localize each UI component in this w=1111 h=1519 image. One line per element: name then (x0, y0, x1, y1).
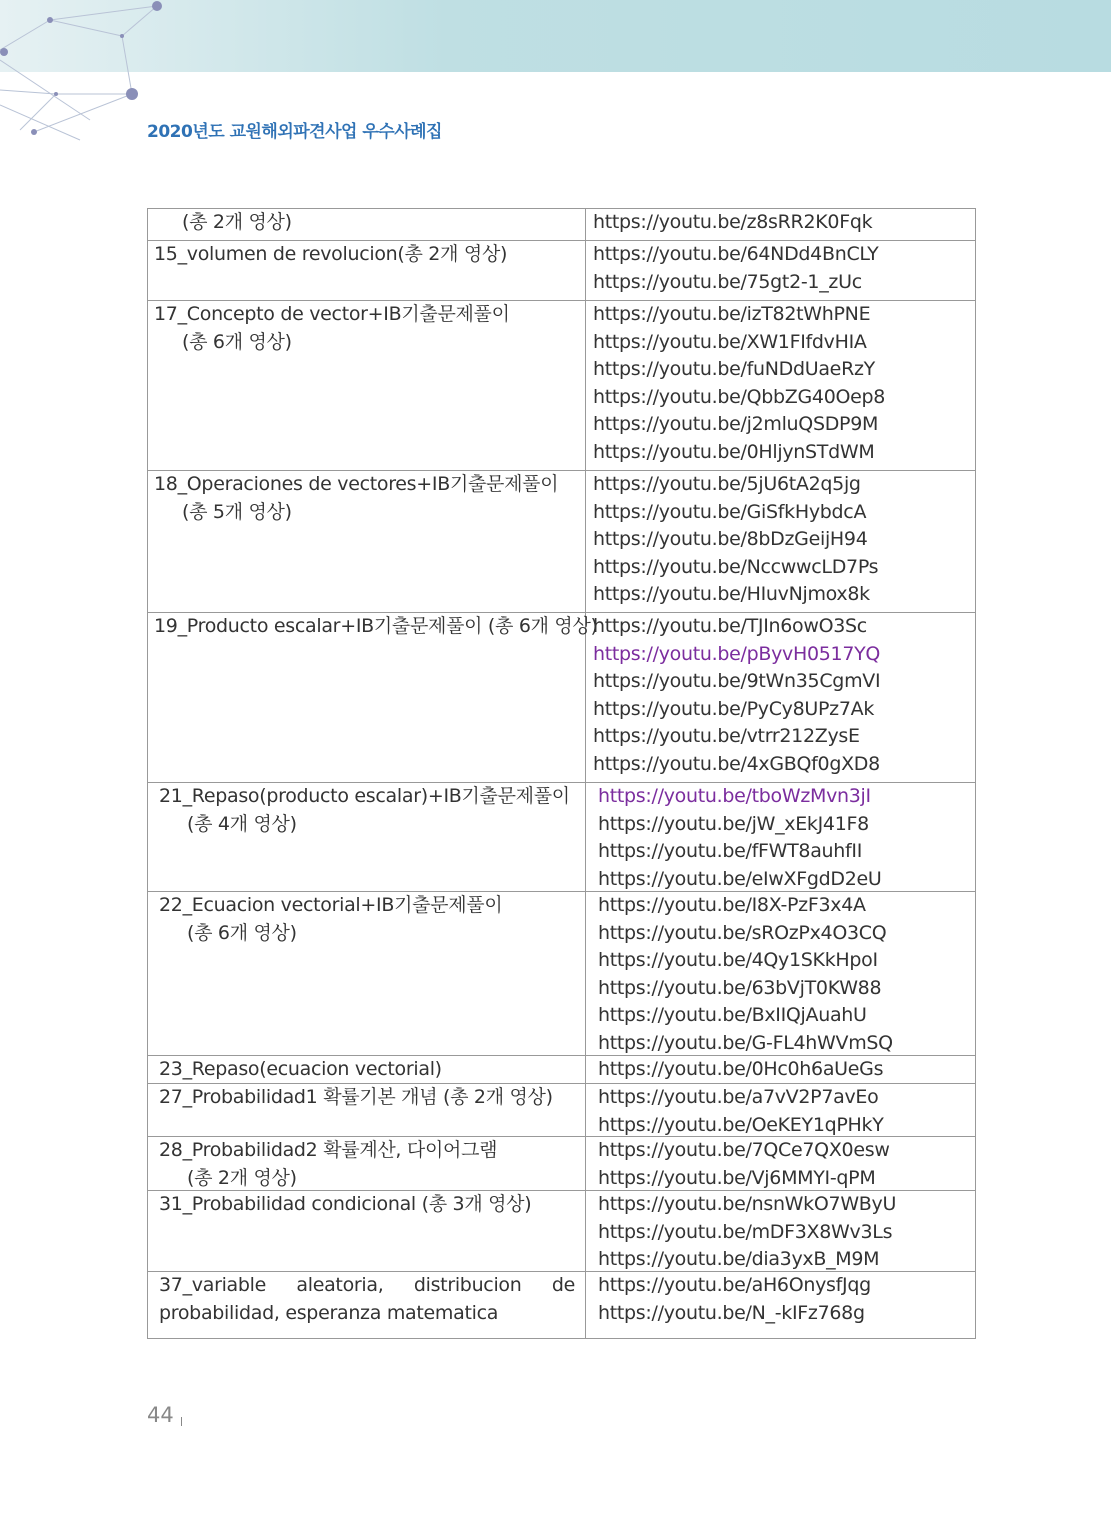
youtube-link[interactable]: https://youtu.be/eIwXFgdD2eU (598, 867, 882, 890)
youtube-link[interactable]: https://youtu.be/dia3yxB_M9M (598, 1248, 880, 1271)
topic-text: 18_Operaciones de vectores+IB기출문제풀이 (154, 473, 559, 495)
topic-cell (148, 783, 586, 892)
topic-text: 22_Ecuacion vectorial+IB기출문제풀이 (159, 894, 503, 916)
topic-text: (총 4개 영상) (187, 812, 297, 835)
youtube-link[interactable]: https://youtu.be/nsnWkO7WByU (598, 1193, 897, 1215)
links-cell (587, 1137, 975, 1192)
youtube-link[interactable]: https://youtu.be/G-FL4hWVmSQ (598, 1031, 893, 1054)
youtube-link[interactable]: https://youtu.be/aH6OnysfJqg (598, 1274, 871, 1296)
table-row (148, 240, 975, 301)
youtube-link[interactable]: https://youtu.be/j2mluQSDP9M (593, 413, 879, 436)
links-cell (587, 892, 975, 1058)
youtube-link[interactable]: https://youtu.be/a7vV2P7avEo (598, 1086, 879, 1108)
table-row (148, 1083, 975, 1137)
youtube-link[interactable]: https://youtu.be/63bVjT0KW88 (598, 976, 882, 999)
youtube-link[interactable]: https://youtu.be/0Hc0h6aUeGs (598, 1058, 884, 1080)
table-row (148, 612, 975, 783)
topic-cell (148, 613, 598, 783)
topic-text: 19_Producto escalar+IB기출문제풀이 (총 6개 영상) (154, 615, 598, 637)
youtube-link[interactable]: https://youtu.be/XW1FIfdvHIA (593, 330, 867, 353)
youtube-link[interactable]: https://youtu.be/GiSfkHybdcA (593, 500, 867, 523)
youtube-link[interactable]: https://youtu.be/PyCy8UPz7Ak (593, 697, 875, 720)
youtube-link[interactable]: https://youtu.be/4Qy1SKkHpoI (598, 949, 878, 972)
table-row (148, 1055, 975, 1084)
topic-text: 21_Repaso(producto escalar)+IB기출문제풀이 (159, 785, 570, 807)
topic-text: (총 6개 영상) (182, 330, 292, 353)
youtube-link[interactable]: https://youtu.be/jW_xEkJ41F8 (598, 812, 869, 835)
page-number: 44 (147, 1403, 174, 1427)
links-cell (587, 209, 975, 237)
topic-text: 15_volumen de revolucion(총 2개 영상) (154, 243, 508, 265)
youtube-link[interactable]: https://youtu.be/4xGBQf0gXD8 (593, 752, 880, 775)
youtube-link[interactable]: https://youtu.be/pByvH0517YQ (593, 642, 881, 665)
youtube-link[interactable]: https://youtu.be/TJIn6owO3Sc (593, 615, 867, 637)
youtube-link[interactable]: https://youtu.be/0HljynSTdWM (593, 440, 875, 463)
youtube-link[interactable]: https://youtu.be/BxIIQjAuahU (598, 1004, 867, 1027)
links-cell (587, 613, 975, 779)
topic-cell (148, 1137, 586, 1191)
video-link-table (147, 208, 976, 1339)
youtube-link[interactable]: https://youtu.be/tboWzMvn3jI (598, 785, 871, 807)
table-row (148, 300, 975, 471)
links-cell (587, 1191, 975, 1274)
table-row (148, 470, 975, 613)
topic-cell (148, 892, 586, 1056)
youtube-link[interactable]: https://youtu.be/NccwwcLD7Ps (593, 555, 879, 578)
links-cell (587, 1084, 975, 1139)
links-cell (587, 471, 975, 609)
links-cell (587, 241, 975, 296)
links-cell (587, 1272, 975, 1327)
links-cell (587, 1056, 975, 1084)
youtube-link[interactable]: https://youtu.be/I8X-PzF3x4A (598, 894, 866, 916)
topic-text: (총 6개 영상) (187, 921, 297, 944)
youtube-link[interactable]: https://youtu.be/sROzPx4O3CQ (598, 921, 887, 944)
topic-text: 31_Probabilidad condicional (총 3개 영상) (159, 1193, 532, 1215)
topic-cell (148, 1191, 586, 1272)
topic-text: probabilidad, esperanza matematica (159, 1301, 499, 1324)
youtube-link[interactable]: https://youtu.be/5jU6tA2q5jg (593, 473, 861, 495)
youtube-link[interactable]: https://youtu.be/64NDd4BnCLY (593, 243, 879, 265)
links-cell (587, 783, 975, 893)
topic-text: 27_Probabilidad1 확률기본 개념 (총 2개 영상) (159, 1086, 553, 1108)
topic-cell (148, 241, 586, 301)
topic-cell (148, 1272, 586, 1339)
topic-text: 17_Concepto de vector+IB기출문제풀이 (154, 303, 510, 325)
youtube-link[interactable]: https://youtu.be/fuNDdUaeRzY (593, 358, 875, 381)
table-row (148, 1271, 975, 1339)
links-cell (587, 301, 975, 467)
topic-text: 37_variable aleatoria, distribucion de (159, 1274, 575, 1296)
youtube-link[interactable]: https://youtu.be/mDF3X8Wv3Ls (598, 1220, 893, 1243)
topic-text: (총 2개 영상) (187, 1166, 297, 1189)
topic-cell (148, 301, 586, 471)
youtube-link[interactable]: https://youtu.be/9tWn35CgmVI (593, 670, 881, 693)
youtube-link[interactable]: https://youtu.be/Vj6MMYI-qPM (598, 1166, 876, 1189)
page-number-divider (181, 1417, 182, 1426)
youtube-link[interactable]: https://youtu.be/izT82tWhPNE (593, 303, 871, 325)
topic-cell (148, 1056, 586, 1084)
youtube-link[interactable]: https://youtu.be/HIuvNjmox8k (593, 583, 870, 606)
topic-text: 23_Repaso(ecuacion vectorial) (159, 1058, 442, 1080)
youtube-link[interactable]: https://youtu.be/fFWT8auhfII (598, 840, 863, 863)
youtube-link[interactable]: https://youtu.be/75gt2-1_zUc (593, 270, 862, 293)
youtube-link[interactable]: https://youtu.be/OeKEY1qPHkY (598, 1113, 884, 1136)
topic-text: (총 2개 영상) (182, 211, 292, 233)
topic-cell (148, 471, 586, 613)
table-row (148, 209, 975, 240)
table-row (148, 782, 975, 892)
table-row (148, 891, 975, 1056)
youtube-link[interactable]: https://youtu.be/z8sRR2K0Fqk (593, 211, 873, 233)
topic-text: (총 5개 영상) (182, 500, 292, 523)
youtube-link[interactable]: https://youtu.be/vtrr212ZysE (593, 725, 860, 748)
youtube-link[interactable]: https://youtu.be/QbbZG40Oep8 (593, 385, 886, 408)
table-row (148, 1190, 975, 1272)
topic-cell (148, 209, 586, 240)
topic-cell (148, 1084, 586, 1137)
youtube-link[interactable]: https://youtu.be/N_-kIFz768g (598, 1301, 865, 1324)
youtube-link[interactable]: https://youtu.be/7QCe7QX0esw (598, 1139, 890, 1161)
document-title: 2020년도 교원해외파견사업 우수사례집 (147, 122, 442, 142)
topic-text: 28_Probabilidad2 확률계산, 다이어그램 (159, 1139, 498, 1161)
table-row (148, 1136, 975, 1191)
youtube-link[interactable]: https://youtu.be/8bDzGeijH94 (593, 528, 868, 551)
